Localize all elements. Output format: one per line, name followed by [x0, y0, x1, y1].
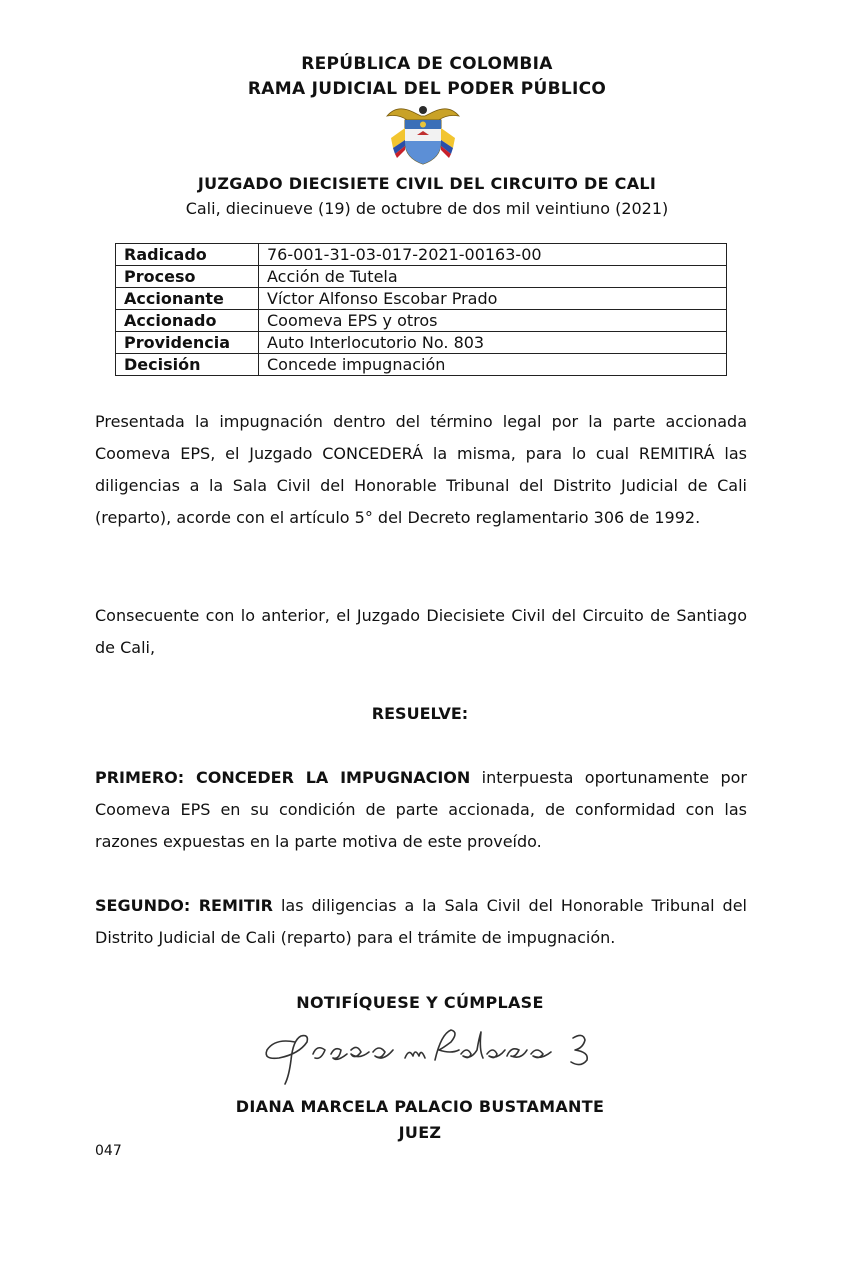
- row-value: 76-001-31-03-017-2021-00163-00: [259, 244, 727, 266]
- row-value: Concede impugnación: [259, 354, 727, 376]
- judge-name: DIANA MARCELA PALACIO BUSTAMANTE: [235, 1097, 605, 1116]
- row-value: Acción de Tutela: [259, 266, 727, 288]
- table-row: [116, 354, 727, 376]
- row-label: Proceso: [116, 266, 259, 288]
- primero-heading: PRIMERO: CONCEDER LA IMPUGNACION: [95, 768, 471, 787]
- segundo-text: las diligencias a la Sala Civil del Honorable Tribunal del Distrito Judicial de Cali (reparto) para el trámite de impugnación.: [95, 896, 747, 947]
- primero-text: interpuesta oportunamente por Coomeva EPS en su condición de parte accionada, de conformidad con las razones expuestas en la parte motiva de este proveído.: [95, 768, 747, 851]
- segundo-heading: SEGUNDO: REMITIR: [95, 896, 274, 915]
- table-row: [116, 244, 727, 266]
- reference-code: 047: [95, 1143, 122, 1159]
- table-row: [116, 288, 727, 310]
- case-info-table: [115, 243, 727, 376]
- table-row: [116, 332, 727, 354]
- row-label: Providencia: [116, 332, 259, 354]
- notify-heading: NOTIFÍQUESE Y CÚMPLASE: [296, 993, 544, 1012]
- row-label: Decisión: [116, 354, 259, 376]
- row-label: Accionado: [116, 310, 259, 332]
- row-label: Radicado: [116, 244, 259, 266]
- row-value: Auto Interlocutorio No. 803: [259, 332, 727, 354]
- colombia-coat-of-arms-icon: [383, 102, 463, 170]
- court-name: JUZGADO DIECISIETE CIVIL DEL CIRCUITO DE CALI: [197, 174, 657, 193]
- paragraph-segundo: [95, 890, 747, 954]
- document-date: Cali, diecinueve (19) de octubre de dos mil veintiuno (2021): [185, 199, 669, 218]
- paragraph-impugnation: Presentada la impugnación dentro del término legal por la parte accionada Coomeva EPS, el Juzgado CONCEDERÁ la misma, para lo cual REMITIRÁ las diligencias a la Sala Civil del Honorable Tribunal del Distrito Judicial de Cali (reparto), acorde con el artículo 5° del Decreto reglamentario 306 de 1992.: [95, 412, 747, 527]
- row-label: Accionante: [116, 288, 259, 310]
- header-branch: RAMA JUDICIAL DEL PODER PÚBLICO: [247, 79, 607, 99]
- row-value: Coomeva EPS y otros: [259, 310, 727, 332]
- handwritten-signature: [255, 1020, 600, 1090]
- paragraph-primero: [95, 762, 747, 858]
- paragraph-consequence: Consecuente con lo anterior, el Juzgado Diecisiete Civil del Circuito de Santiago de Cali,: [95, 606, 747, 657]
- row-value: Víctor Alfonso Escobar Prado: [259, 288, 727, 310]
- table-row: [116, 266, 727, 288]
- judge-title: JUEZ: [398, 1123, 442, 1142]
- header-country: REPÚBLICA DE COLOMBIA: [301, 54, 553, 74]
- table-row: [116, 310, 727, 332]
- resolution-heading: RESUELVE:: [371, 704, 469, 723]
